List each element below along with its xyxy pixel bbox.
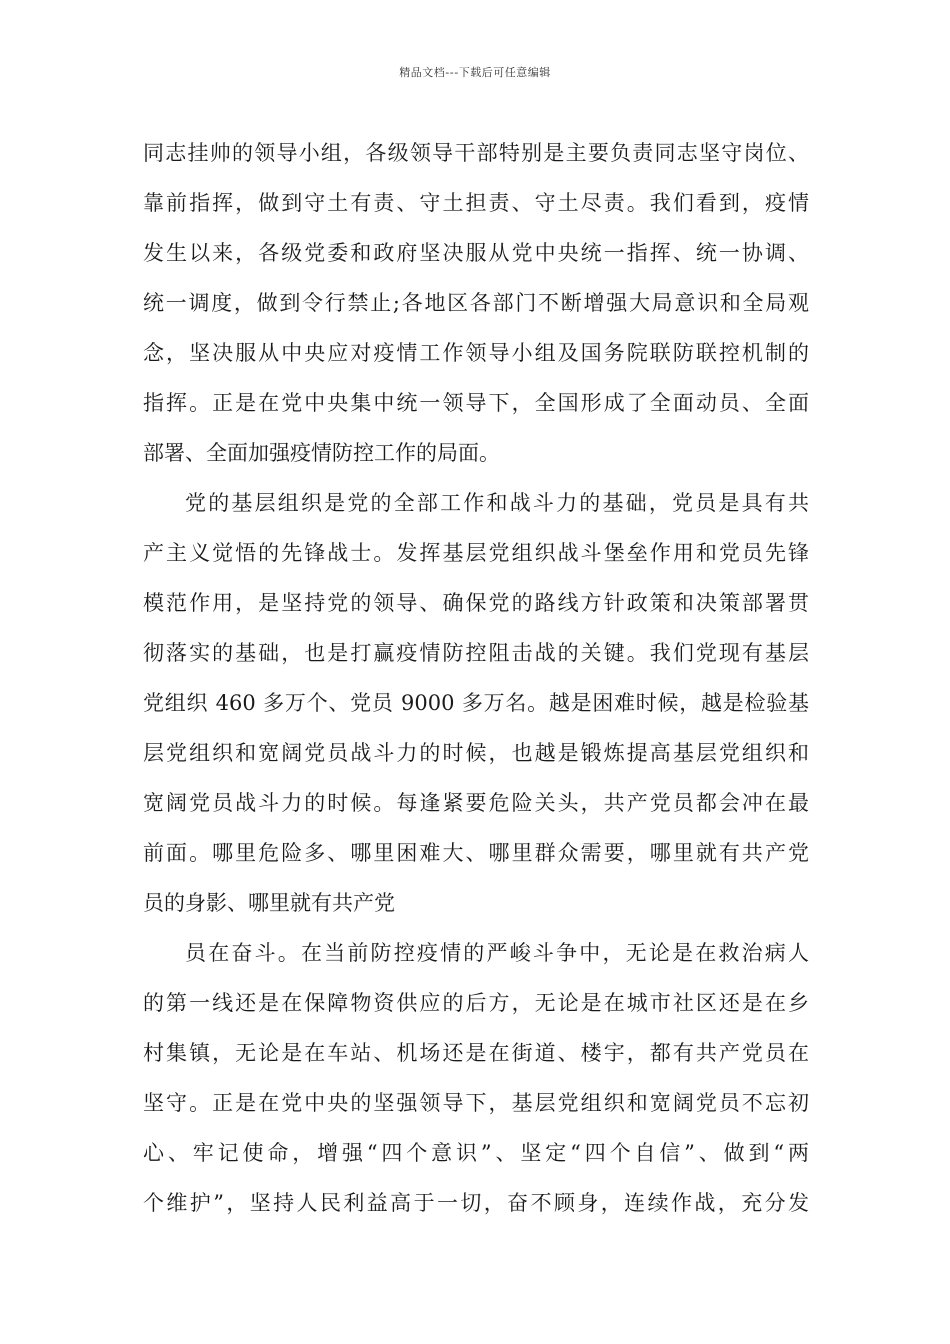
- text-line: 坚守。正是在党中央的坚强领导下，基层党组织和宽阔党员不忘初: [143, 1091, 809, 1115]
- text-line: 心、牢记使命，增强“四个意识”、坚定“四个自信”、做到“两: [143, 1141, 809, 1165]
- text-line: 员在奋斗。在当前防控疫情的严峻斗争中，无论是在救治病人: [185, 941, 809, 965]
- text-line: 靠前指挥，做到守土有责、守土担责、守土尽责。我们看到，疫情: [143, 191, 809, 215]
- text-line: 念，坚决服从中央应对疫情工作领导小组及国务院联防联控机制的: [143, 341, 809, 365]
- text-line: 指挥。正是在党中央集中统一领导下，全国形成了全面动员、全面: [143, 391, 809, 415]
- text-line: 产主义觉悟的先锋战士。发挥基层党组织战斗堡垒作用和党员先锋: [143, 541, 809, 565]
- text-line: 员的身影、哪里就有共产党: [143, 891, 395, 915]
- text-line: 部署、全面加强疫情防控工作的局面。: [143, 441, 500, 465]
- text-line: 彻落实的基础，也是打赢疫情防控阻击战的关键。我们党现有基层: [143, 641, 809, 665]
- text-line: 层党组织和宽阔党员战斗力的时候，也越是锻炼提高基层党组织和: [143, 741, 809, 765]
- text-line: 村集镇，无论是在车站、机场还是在街道、楼宇，都有共产党员在: [143, 1041, 809, 1065]
- text-line: 党的基层组织是党的全部工作和战斗力的基础，党员是具有共: [185, 491, 809, 515]
- text-line: 统一调度，做到令行禁止;各地区各部门不断增强大局意识和全局观: [143, 291, 809, 315]
- text-line: 同志挂帅的领导小组，各级领导干部特别是主要负责同志坚守岗位、: [143, 141, 809, 165]
- text-line: 党组织 460 多万个、党员 9000 多万名。越是困难时候，越是检验基: [143, 691, 809, 715]
- text-line: 发生以来，各级党委和政府坚决服从党中央统一指挥、统一协调、: [143, 241, 809, 265]
- page-header: 精品文档---下载后可任意编辑: [399, 66, 551, 79]
- text-line: 宽阔党员战斗力的时候。每逢紧要危险关头，共产党员都会冲在最: [143, 791, 809, 815]
- body-text: [143, 128, 809, 1228]
- text-line: 的第一线还是在保障物资供应的后方，无论是在城市社区还是在乡: [143, 991, 809, 1015]
- text-line: 前面。哪里危险多、哪里困难大、哪里群众需要，哪里就有共产党: [143, 841, 809, 865]
- text-line: 模范作用，是坚持党的领导、确保党的路线方针政策和决策部署贯: [143, 591, 809, 615]
- text-line: 个维护”，坚持人民利益高于一切，奋不顾身，连续作战，充分发: [143, 1191, 809, 1215]
